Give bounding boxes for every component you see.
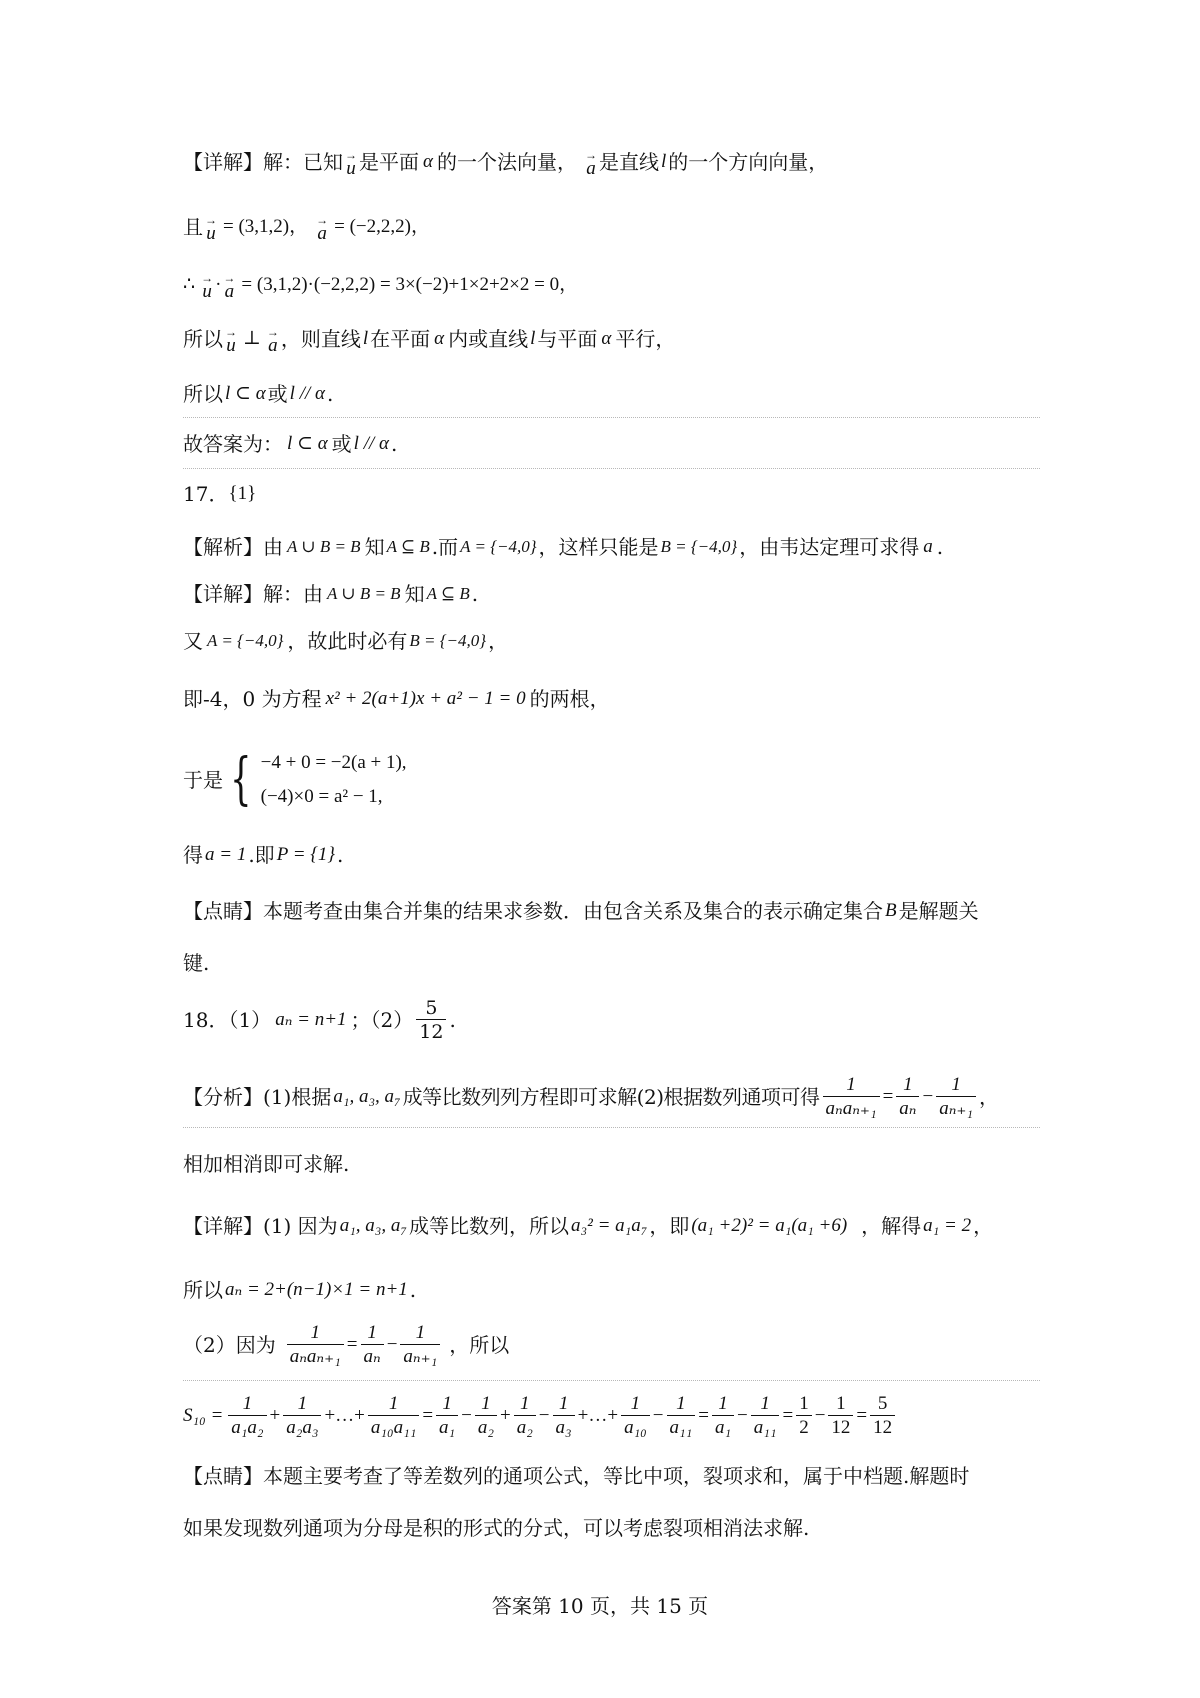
text: 所以	[183, 326, 223, 351]
math: = (3,1,2)·(−2,2,2) = 3×(−2)+1×2+2×2 = 0，	[241, 273, 579, 295]
math: A ∪ B = B	[327, 584, 401, 603]
minus: −	[386, 1334, 398, 1355]
math: aₙ = 2+(n−1)×1 = n+1	[225, 1279, 408, 1300]
fraction: $\frac{5}{12}$	[870, 1394, 895, 1439]
text: 的一个方向向量，	[668, 149, 829, 174]
q18-detail-line-2	[183, 1276, 1043, 1304]
math: a₁, a₃, a₇	[333, 1086, 401, 1107]
vector-u: → u	[225, 325, 237, 356]
math: a = 1	[205, 844, 247, 865]
q16-detail-line-1	[183, 147, 1043, 179]
text: ，	[973, 1214, 994, 1238]
math: A ⊆ B	[386, 537, 430, 556]
q16-detail-line-4	[183, 324, 1043, 356]
fraction: $\frac{1}{\text{a₁a₂}}$	[228, 1394, 266, 1439]
plus: +	[269, 1405, 281, 1426]
q18-detail-line-1	[183, 1212, 1043, 1240]
q18-heading	[183, 996, 1043, 1043]
text: 即-4，0 为方程	[183, 687, 322, 711]
math-alpha: α	[601, 327, 612, 349]
math-alpha: α	[434, 327, 445, 349]
vector-u: → u	[345, 148, 357, 179]
fraction: $\frac{1}{\text{a₁}}$	[712, 1394, 734, 1439]
math: l ⊂ α	[287, 433, 328, 454]
text: 所以	[183, 1278, 223, 1302]
dotted-rule	[183, 1380, 1040, 1381]
math: A = {−4,0}	[460, 537, 537, 556]
text: 【解析】由	[183, 535, 283, 559]
q17-detail-system	[183, 742, 1043, 818]
fraction: $\frac{1}{\text{aₙaₙ₊₁}}$	[287, 1323, 344, 1368]
text: ，由韦达定理可求得	[739, 535, 920, 559]
text: 故答案为：	[183, 432, 283, 456]
text: 或	[331, 432, 352, 456]
q16-detail-line-3	[183, 270, 1043, 302]
dotted-rule	[183, 1127, 1040, 1128]
fraction: $\frac{1}{\text{a₁}}$	[436, 1394, 458, 1439]
text: 【详解】解：已知	[183, 149, 343, 174]
text: 与平面	[537, 326, 598, 351]
vector-u: → u	[205, 213, 217, 244]
vector-a: → a	[223, 271, 236, 302]
question-number: 18．（1）	[183, 1008, 272, 1032]
math: a₃² = a₁a₇	[571, 1215, 648, 1236]
fraction: $\frac{1}{12}$	[828, 1394, 853, 1439]
fraction: $\frac{1}{\text{a₁₁}}$	[751, 1394, 780, 1439]
text: .而	[431, 535, 459, 559]
fraction: $\frac{1}{\text{aₙaₙ₊₁}}$	[823, 1075, 880, 1120]
text: 是解题关	[898, 899, 979, 923]
text: 的两根，	[529, 687, 610, 711]
text: 得	[183, 843, 203, 867]
math-l: l	[660, 150, 667, 172]
equals: =	[856, 1405, 868, 1426]
text: ，	[488, 629, 509, 653]
question-number: 17．	[183, 482, 229, 506]
fraction: $\frac{1}{\text{aₙ₊₁}}$	[936, 1075, 976, 1120]
text: 在平面	[370, 326, 431, 351]
q18-comment-line-2	[183, 1514, 1043, 1542]
therefore-symbol: ∴	[183, 273, 196, 295]
text: 于是	[183, 768, 223, 792]
math: S₁₀ =	[183, 1405, 224, 1426]
math: a₁ = 2	[923, 1215, 972, 1236]
vector-u: → u	[201, 271, 214, 302]
math: x² + 2(a+1)x + a² − 1 = 0	[325, 688, 526, 709]
fraction: $\frac{1}{\text{a₁₀a₁₁}}$	[368, 1394, 419, 1439]
equals: =	[882, 1086, 894, 1107]
dotted-rule	[183, 417, 1040, 418]
math: B = {−4,0}	[660, 537, 738, 556]
q17-comment-line-1	[183, 897, 1043, 925]
q17-heading	[183, 480, 1043, 508]
text: 是直线	[598, 149, 659, 174]
text: 【点睛】本题考查由集合并集的结果求参数．由包含关系及集合的表示确定集合	[183, 899, 883, 923]
math: (a₁ +2)² = a₁(a₁ +6)	[691, 1215, 848, 1236]
minus: −	[538, 1405, 550, 1426]
math: A ∪ B = B	[287, 537, 361, 556]
text: 【详解】(1) 因为	[183, 1214, 338, 1238]
text: 平行，	[615, 326, 676, 351]
math: l // α	[353, 433, 389, 454]
text: 且	[183, 214, 203, 239]
text: 相加相消即可求解.	[183, 1152, 350, 1176]
math: P = {1}	[276, 844, 335, 865]
fraction: $\frac{1}{\text{aₙ₊₁}}$	[400, 1323, 440, 1368]
text: .	[336, 843, 344, 867]
text: 的一个法向量，	[436, 149, 577, 174]
equation-system	[223, 749, 407, 811]
text: ，故此时必有	[287, 629, 408, 653]
text: 知	[404, 582, 425, 606]
text: .	[409, 1278, 417, 1302]
q17-analysis-line	[183, 533, 1043, 561]
text: .	[471, 582, 479, 606]
math: a	[923, 536, 933, 557]
text: ，这样只能是	[538, 535, 659, 559]
text: .即	[248, 843, 275, 867]
ellipsis: +…+	[577, 1405, 619, 1426]
q17-comment-line-2	[183, 949, 1043, 977]
text: .	[326, 382, 334, 406]
text: 【详解】解：由	[183, 582, 323, 606]
fraction: $\frac{1}{\text{a₃}}$	[553, 1394, 575, 1439]
q17-detail-line-1	[183, 580, 1043, 608]
math-l: l	[530, 327, 536, 349]
fraction: $\frac{1}{2}$	[796, 1394, 812, 1439]
q18-analysis-line-2	[183, 1150, 1043, 1178]
fraction: $\frac{1}{\text{a₁₁}}$	[667, 1394, 696, 1439]
q16-detail-line-5	[183, 380, 1043, 408]
text: .	[936, 535, 944, 559]
vector-a: → a	[584, 148, 597, 179]
perp-symbol: ⊥	[243, 327, 261, 349]
text: ，即	[649, 1214, 690, 1238]
q17-detail-line-5	[183, 841, 1043, 869]
fraction: $\frac{1}{\text{aₙ}}$	[896, 1075, 919, 1120]
ellipsis: +…+	[324, 1405, 365, 1426]
text: 又	[183, 629, 203, 653]
text: ，	[979, 1085, 1000, 1109]
vector-a: → a	[266, 325, 279, 356]
q18-detail-line-3	[183, 1322, 1043, 1368]
minus: −	[652, 1405, 664, 1426]
minus: −	[461, 1405, 472, 1426]
math: l ⊂ α	[225, 383, 266, 404]
text: ，解得	[861, 1214, 922, 1238]
text: （2）因为	[183, 1333, 276, 1357]
text: ；（2）	[350, 1008, 414, 1032]
q18-sum-equation	[183, 1392, 1043, 1440]
equation-row: (−4)×0 = a² − 1,	[260, 786, 383, 807]
fraction: $\frac{1}{\text{a₁₀}}$	[621, 1394, 650, 1439]
text: 键.	[183, 951, 210, 975]
text: 成等比数列，所以	[409, 1214, 570, 1238]
q16-detail-line-2	[183, 212, 1043, 244]
text: 所以	[183, 382, 223, 406]
fraction: $\frac{1}{\text{a₂}}$	[514, 1394, 536, 1439]
math-B: B	[885, 900, 897, 921]
dot-operator: ·	[215, 273, 222, 295]
text: 【点睛】本题主要考查了等差数列的通项公式，等比中项，裂项求和，属于中档题.解题时	[183, 1464, 970, 1488]
left-brace: {	[230, 747, 252, 812]
math: a₁, a₃, a₇	[339, 1215, 408, 1236]
page-footer: 答案第 10 页，共 15 页	[491, 1594, 709, 1618]
equals: =	[346, 1334, 358, 1355]
text: ，所以	[449, 1333, 510, 1357]
text: 知	[364, 535, 385, 559]
vector-a: → a	[316, 213, 329, 244]
q17-detail-line-3	[183, 685, 1043, 713]
math: = (−2,2,2)，	[334, 215, 430, 237]
math: A ⊆ B	[426, 584, 470, 603]
dotted-rule	[183, 468, 1040, 469]
math-l: l	[362, 327, 369, 349]
text: 如果发现数列通项为分母是积的形式的分式，可以考虑裂项相消法求解.	[183, 1516, 810, 1540]
equals: =	[422, 1405, 434, 1426]
text: 内或直线	[448, 326, 529, 351]
text: 【分析】(1)根据	[183, 1085, 332, 1109]
math: = (3,1,2)，	[223, 215, 309, 237]
q17-detail-line-2	[183, 627, 1043, 655]
fraction: $\frac{1}{\text{a₂}}$	[475, 1394, 497, 1439]
minus: −	[737, 1405, 748, 1426]
plus: +	[499, 1405, 511, 1426]
math: A = {−4,0}	[207, 631, 284, 650]
equals: =	[782, 1405, 794, 1426]
q18-analysis-line-1	[183, 1075, 1043, 1119]
text: .	[390, 432, 398, 456]
text: 或	[267, 382, 288, 406]
fraction: $\frac{1}{\text{a₂a₃}}$	[283, 1394, 321, 1439]
text: ，则直线	[280, 326, 361, 351]
math: l // α	[289, 383, 325, 404]
equation-row: −4 + 0 = −2(a + 1),	[260, 752, 407, 773]
math: B = {−4,0}	[409, 631, 487, 650]
text: .	[449, 1008, 456, 1032]
text: 成等比数列列方程即可求解(2)根据数列通项可得	[402, 1085, 820, 1109]
equals: =	[698, 1405, 709, 1426]
q18-comment-line-1	[183, 1462, 1043, 1490]
math-alpha: α	[423, 150, 433, 172]
fraction: $\frac{1}{\text{aₙ}}$	[361, 1323, 384, 1368]
answer: {1}	[228, 483, 257, 504]
minus: −	[814, 1405, 826, 1426]
minus: −	[922, 1086, 934, 1107]
q16-answer-line	[183, 430, 1043, 458]
fraction-5-12: $\frac{5}{12}$	[416, 998, 446, 1043]
answer-1: aₙ = n+1	[275, 1009, 347, 1030]
text: 是平面	[359, 149, 419, 174]
